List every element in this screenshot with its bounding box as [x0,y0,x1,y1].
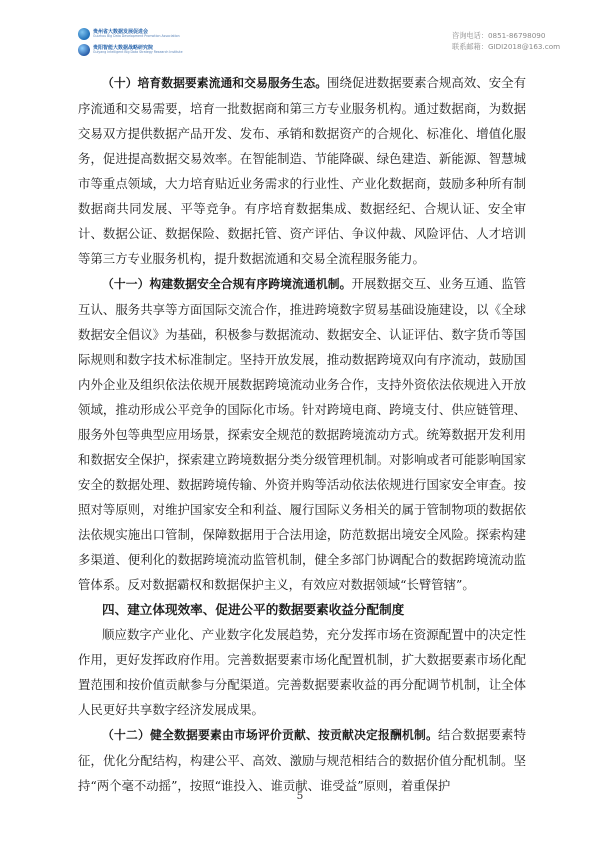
paragraph-10-text: 围绕促进数据要素合规高效、安全有序流通和交易需要，培育一批数据商和第三方专业服务机构。通过数据商，为数据交易双方提供数据产品开发、发布、承销和数据资产的合规化、标准化、增值化服务，促进提高数据交易效率。在智能制造、节能降碳、绿色建造、新能源、智慧城市等重点领域，大力培育贴近业务需求的行业性、产业化数据商，鼓励多种所有制数据商共同发展、平等竞争。有序培育数据集成、数据经纪、合规认证、安全审计、数据公证、数据保险、数据托管、资产评估、争议仲裁、风险评估、人才培训等第三方专业服务机构，提升数据流通和交易全流程服务能力。 [78,75,526,266]
contact-email: 联系邮箱：GIDI2018@163.com [452,42,561,51]
paragraph-10 [78,70,526,271]
association-logo-icon [78,28,90,40]
org1-name-zh: 贵州省大数据发展促进会 [93,28,149,35]
paragraph-10-lead: （十）培育数据要素流通和交易服务生态。 [102,76,328,90]
org-logo-promotion-association [78,28,180,40]
section-4-intro: 顺应数字产业化、产业数字化发展趋势，充分发挥市场在资源配置中的决定性作用，更好发挥政府作用。完善数据要素市场化配置机制，扩大数据要素市场化配置范围和按价值贡献参与分配渠道。完善数据要素收益的再分配调节机制，让全体人民更好共享数字经济发展成果。 [78,627,526,717]
paragraph-12-text: 结合数据要素特征，优化分配结构，构建公平、高效、激励与规范相结合的数据价值分配机制。坚持“两个毫不动摇”，按照“谁投入、谁贡献、谁受益”原则，着重保护 [78,727,526,793]
paragraph-12 [78,722,526,798]
document-body [78,70,526,798]
section-4-title: 四、建立体现效率、促进公平的数据要素收益分配制度 [102,602,405,617]
contact-phone: 咨询电话：0851-86798090 [452,31,546,40]
org2-name-zh: 贵阳智能大数据战略研究院 [93,44,154,51]
page-header [0,0,600,62]
paragraph-12-lead: （十二）健全数据要素由市场评价贡献、按贡献决定报酬机制。 [102,728,439,742]
contact-info [452,30,560,52]
org2-name-en: Guiyang Intelligent Big Data Strategy Research Institute [93,49,183,54]
org1-name-en: Guizhou Big Data Development Promotion Association [93,33,180,38]
paragraph-11-text: 开展数据交互、业务互通、监管互认、服务共享等方面国际交流合作，推进跨境数字贸易基础设施建设，以《全球数据安全倡议》为基础，积极参与数据流动、数据安全、认证评估、数字货币等国际规则和数字技术标准制定。坚持开放发展，推动数据跨境双向有序流动，鼓励国内外企业及组织依法依规开展数据跨境流动业务合作，支持外资依法依规进入开放领域，推动形成公平竞争的国际化市场。针对跨境电商、跨境支付、供应链管理、服务外包等典型应用场景，探索安全规范的数据跨境流动方式。统筹数据开发利用和数据安全保护，探索建立跨境数据分类分级管理机制。对影响或者可能影响国家安全的数据处理、数据跨境传输、外资并购等活动依法依规进行国家安全审查。按照对等原则，对维护国家安全和利益、履行国际义务相关的属于管制物项的数据依法依规实施出口管制，保障数据用于合法用途，防范数据出境安全风险。探索构建多渠道、便利化的数据跨境流动监管机制，健全多部门协调配合的数据跨境流动监管体系。反对数据霸权和数据保护主义，有效应对数据领域“长臂管辖”。 [78,276,527,592]
paragraph-11 [78,271,526,597]
paragraph-11-lead: （十一）构建数据安全合规有序跨境流通机制。 [102,277,352,291]
page-number: 5 [296,790,304,802]
institute-logo-icon [78,44,90,56]
org-logo-research-institute [78,44,183,56]
